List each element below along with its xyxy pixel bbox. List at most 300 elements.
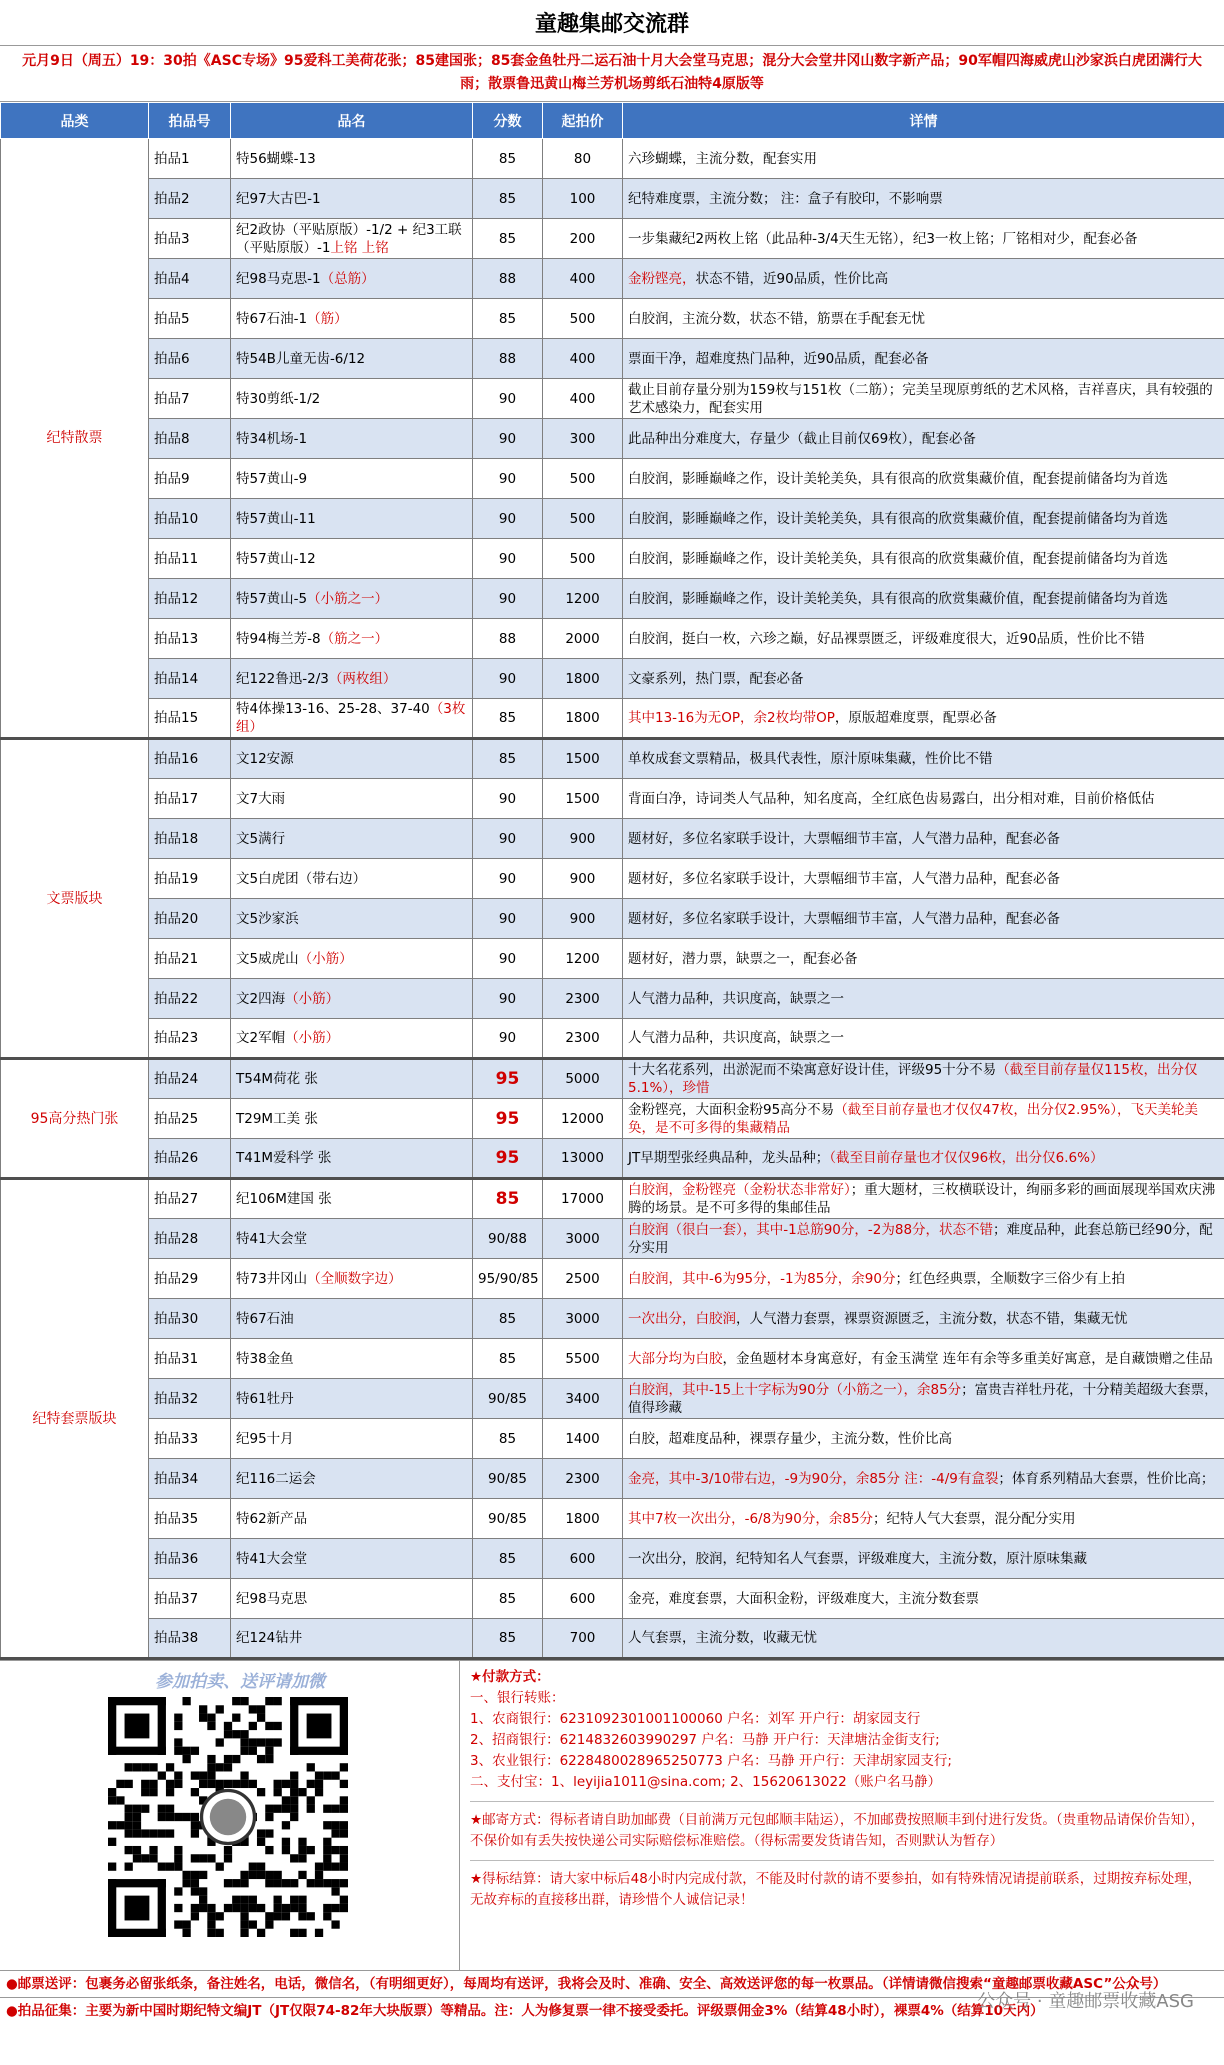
table-row xyxy=(1,1579,1224,1619)
lot-name: 特57黄山-9 xyxy=(236,470,308,487)
footer-consignment-note: ●拍品征集：主要为新中国时期纪特文编JT（JT仅限74-82年大块版票）等精品。注：人为修复票一律不接受委托。评级票佣金3%（结算48小时），裸票4%（结算10天内） xyxy=(0,1997,1224,2024)
lot-name-cell xyxy=(231,1579,473,1619)
lot-detail-cell xyxy=(623,1019,1224,1059)
lot-score: 95 xyxy=(473,1139,543,1179)
lot-number: 拍品35 xyxy=(149,1499,231,1539)
bank-account-3: 3、农业银行：6228480028965250773 户名：马静 开户行：天津胡家园支行; xyxy=(470,1753,952,1769)
lot-name-cell xyxy=(231,1379,473,1419)
lot-detail-cell xyxy=(623,1219,1224,1259)
lot-start-price: 13000 xyxy=(543,1139,623,1179)
lot-name-cell xyxy=(231,1179,473,1219)
lot-detail-cell xyxy=(623,219,1224,259)
lot-score: 85 xyxy=(473,139,543,179)
lot-name: 特41大会堂 xyxy=(236,1550,308,1567)
lot-detail: 票面干净，超难度热门品种，近90品质，配套必备 xyxy=(628,350,929,367)
lot-name: 特57黄山-5 xyxy=(236,590,308,607)
table-row xyxy=(1,819,1224,859)
lot-number: 拍品1 xyxy=(149,139,231,179)
lot-number: 拍品12 xyxy=(149,579,231,619)
lot-start-price: 2500 xyxy=(543,1259,623,1299)
lot-detail-cell xyxy=(623,539,1224,579)
lot-detail-cell xyxy=(623,379,1224,419)
table-row xyxy=(1,659,1224,699)
lot-name: 文5威虎山 xyxy=(236,950,299,967)
lot-detail-cell xyxy=(623,499,1224,539)
table-row xyxy=(1,739,1224,779)
qr-code-icon xyxy=(108,1697,348,1937)
lot-name-note: （总筋） xyxy=(320,270,375,287)
lot-number: 拍品37 xyxy=(149,1579,231,1619)
lot-detail-cell xyxy=(623,1499,1224,1539)
lot-number: 拍品22 xyxy=(149,979,231,1019)
lot-score: 90 xyxy=(473,459,543,499)
column-header: 品类 xyxy=(1,103,149,139)
lot-start-price: 3000 xyxy=(543,1219,623,1259)
lot-name-note: （两枚组） xyxy=(328,670,397,687)
lot-number: 拍品8 xyxy=(149,419,231,459)
lot-name: 特54B儿童无齿-6/12 xyxy=(236,350,366,367)
lot-name: 特56蝴蝶-13 xyxy=(236,150,316,167)
lot-name-cell xyxy=(231,1219,473,1259)
lot-detail: 纪特难度票，主流分数； 注：盒子有胶印，不影响票 xyxy=(628,190,943,207)
alipay-info: 二、支付宝：1、leyijia1011@sina.com; 2、15620613022（账户名马静） xyxy=(470,1774,942,1790)
lot-detail-cell xyxy=(623,1299,1224,1339)
table-row xyxy=(1,579,1224,619)
lot-name-cell xyxy=(231,539,473,579)
lot-number: 拍品31 xyxy=(149,1339,231,1379)
column-header: 起拍价 xyxy=(543,103,623,139)
info-section xyxy=(0,1660,1224,1970)
footer-appraisal-note: ●邮票送评：包裹务必留张纸条，备注姓名，电话，微信名，（有明细更好），每周均有送评，我将会及时、准确、安全、高效送评您的每一枚票品。（详情请微信搜索“童趣邮票收藏ASC”公众号） xyxy=(6,1976,1167,1992)
lot-number: 拍品16 xyxy=(149,739,231,779)
lot-detail: 单枚成套文票精品，极具代表性，原汁原味集藏，性价比不错 xyxy=(628,751,993,767)
lot-score: 85 xyxy=(473,1339,543,1379)
table-row xyxy=(1,979,1224,1019)
lot-detail: ；红色经典票，全顺数字三俗少有上拍 xyxy=(895,1270,1125,1287)
lot-name: 文2军帽 xyxy=(236,1030,286,1046)
lot-name-cell xyxy=(231,699,473,739)
table-row xyxy=(1,779,1224,819)
lot-detail-cell xyxy=(623,619,1224,659)
lot-detail-cell xyxy=(623,1179,1224,1219)
lot-start-price: 17000 xyxy=(543,1179,623,1219)
lot-start-price: 300 xyxy=(543,419,623,459)
table-row xyxy=(1,1619,1224,1659)
lot-score: 90 xyxy=(473,499,543,539)
lot-start-price: 600 xyxy=(543,1539,623,1579)
lot-number: 拍品15 xyxy=(149,699,231,739)
table-row xyxy=(1,1099,1224,1139)
lot-name-cell xyxy=(231,579,473,619)
lot-number: 拍品7 xyxy=(149,379,231,419)
lot-name-cell xyxy=(231,1299,473,1339)
lot-detail-cell xyxy=(623,1259,1224,1299)
lot-score: 85 xyxy=(473,1619,543,1659)
table-row xyxy=(1,1539,1224,1579)
table-row xyxy=(1,699,1224,739)
bank-title: 一、银行转账： xyxy=(470,1690,565,1706)
lot-detail-cell xyxy=(623,1099,1224,1139)
lot-score: 88 xyxy=(473,339,543,379)
table-row xyxy=(1,419,1224,459)
lot-detail-cell xyxy=(623,939,1224,979)
lot-detail-highlight: （截至目前存量仅115枚，出分仅5.1%），珍惜 xyxy=(628,1062,1198,1096)
lot-start-price: 3000 xyxy=(543,1299,623,1339)
lot-detail-cell xyxy=(623,739,1224,779)
lot-start-price: 400 xyxy=(543,379,623,419)
table-row xyxy=(1,1299,1224,1339)
lot-detail-cell xyxy=(623,699,1224,739)
lot-name-note: （3枚组） xyxy=(236,701,466,735)
lot-score: 88 xyxy=(473,259,543,299)
lot-name-cell xyxy=(231,1059,473,1099)
lot-number: 拍品19 xyxy=(149,859,231,899)
lot-name-cell xyxy=(231,939,473,979)
lot-detail: 题材好，多位名家联手设计，大票幅细节丰富，人气潜力品种，配套必备 xyxy=(628,830,1060,847)
lot-name: 特30剪纸-1/2 xyxy=(236,390,321,407)
lot-detail: ；难度品种，此套总筋已经90分，配分实用 xyxy=(628,1221,1213,1256)
lot-score: 90 xyxy=(473,899,543,939)
lot-detail-cell xyxy=(623,1419,1224,1459)
lot-detail: 题材好，潜力票，缺票之一，配套必备 xyxy=(628,950,858,967)
table-row xyxy=(1,619,1224,659)
lot-name: 纪116二运会 xyxy=(236,1470,316,1487)
lot-detail-cell xyxy=(623,1059,1224,1099)
lot-detail: 题材好，多位名家联手设计，大票幅细节丰富，人气潜力品种，配套必备 xyxy=(628,870,1060,887)
table-row xyxy=(1,1379,1224,1419)
lot-start-price: 500 xyxy=(543,539,623,579)
lot-detail-cell xyxy=(623,1139,1224,1179)
payment-info xyxy=(460,1661,1224,1970)
lot-name-cell xyxy=(231,899,473,939)
lot-name-cell xyxy=(231,659,473,699)
lot-number: 拍品14 xyxy=(149,659,231,699)
category-cell: 95高分热门张 xyxy=(1,1059,149,1179)
lot-name-cell xyxy=(231,1419,473,1459)
lot-detail-cell xyxy=(623,659,1224,699)
lot-number: 拍品13 xyxy=(149,619,231,659)
lot-start-price: 3400 xyxy=(543,1379,623,1419)
lot-number: 拍品11 xyxy=(149,539,231,579)
lot-start-price: 1800 xyxy=(543,659,623,699)
table-row xyxy=(1,379,1224,419)
lot-detail: 六珍蝴蝶，主流分数，配套实用 xyxy=(628,150,817,167)
lot-name: 文2四海 xyxy=(236,990,286,1007)
table-row xyxy=(1,1059,1224,1099)
lot-score: 90/85 xyxy=(473,1499,543,1539)
lot-name-cell xyxy=(231,1019,473,1059)
lot-score: 85 xyxy=(473,1419,543,1459)
table-row xyxy=(1,499,1224,539)
lot-start-price: 900 xyxy=(543,899,623,939)
table-row xyxy=(1,939,1224,979)
lot-detail-highlight: 其中7枚一次出分，-6/8为90分，余85分 xyxy=(628,1510,874,1527)
lot-start-price: 2300 xyxy=(543,1459,623,1499)
category-cell: 文票版块 xyxy=(1,739,149,1059)
lot-score: 95 xyxy=(473,1099,543,1139)
lot-detail-cell xyxy=(623,859,1224,899)
lot-start-price: 1800 xyxy=(543,1499,623,1539)
lot-name-cell xyxy=(231,1139,473,1179)
lot-number: 拍品3 xyxy=(149,219,231,259)
lot-detail-cell xyxy=(623,1619,1224,1659)
table-row xyxy=(1,179,1224,219)
lot-name: 特34机场-1 xyxy=(236,430,308,447)
lot-detail: 人气套票，主流分数，收藏无忧 xyxy=(628,1630,817,1646)
lot-start-price: 900 xyxy=(543,859,623,899)
lot-start-price: 80 xyxy=(543,139,623,179)
lot-detail: 十大名花系列，出淤泥而不染寓意好设计佳，评级95十分不易 xyxy=(628,1062,997,1078)
lot-start-price: 500 xyxy=(543,459,623,499)
lot-number: 拍品38 xyxy=(149,1619,231,1659)
lot-name-cell xyxy=(231,739,473,779)
lot-score: 95/90/85 xyxy=(473,1259,543,1299)
lot-detail: 白胶润，挺白一枚，六珍之巅，好品裸票匮乏，评级难度很大，近90品质，性价比不错 xyxy=(628,630,1145,647)
lot-detail-highlight: 大部分均为白胶 xyxy=(628,1350,723,1367)
lot-start-price: 500 xyxy=(543,299,623,339)
lot-detail: JT早期型张经典品种，龙头品种； xyxy=(628,1150,830,1166)
lot-name: 特67石油 xyxy=(236,1310,294,1327)
lot-start-price: 100 xyxy=(543,179,623,219)
lot-number: 拍品33 xyxy=(149,1419,231,1459)
lot-name: 特67石油-1 xyxy=(236,310,308,327)
lot-name: 纪98马克思 xyxy=(236,1590,308,1607)
lot-detail: 白胶润，影睡巅峰之作，设计美轮美奂，具有很高的欣赏集藏价值，配套提前储备均为首选 xyxy=(628,510,1168,527)
lot-detail-highlight: 其中13-16为无OP，余2枚均带OP xyxy=(628,710,835,726)
lot-start-price: 1400 xyxy=(543,1419,623,1459)
lot-name: 纪97大古巴-1 xyxy=(236,190,321,207)
lot-score: 90 xyxy=(473,659,543,699)
table-row xyxy=(1,899,1224,939)
shipping-info: ★邮寄方式：得标者请自助加邮费（目前满万元包邮顺丰陆运），不加邮费按照顺丰到付进行发货。（贵重物品请保价告知），不保价如有丢失按快递公司实际赔偿标准赔偿。（得标需要发货请告知，否则默认为暂存） xyxy=(470,1801,1214,1852)
lot-name-cell xyxy=(231,619,473,659)
lot-start-price: 1500 xyxy=(543,739,623,779)
table-row xyxy=(1,1259,1224,1299)
lot-number: 拍品24 xyxy=(149,1059,231,1099)
qr-panel xyxy=(0,1661,460,1970)
lot-score: 90 xyxy=(473,939,543,979)
lot-detail: ；纪特人气大套票，混分配分实用 xyxy=(873,1510,1076,1527)
lot-number: 拍品26 xyxy=(149,1139,231,1179)
lot-detail-cell xyxy=(623,459,1224,499)
table-row xyxy=(1,1179,1224,1219)
lot-start-price: 700 xyxy=(543,1619,623,1659)
auction-subtitle: 元月9日（周五）19：30拍《ASC专场》95爱科工美荷花张；85建国张；85套金鱼牡丹二运石油十月大会堂马克思；混分大会堂井冈山数字新产品；90军帽四海威虎山沙家浜白虎团满行大雨；散票鲁迅黄山梅兰芳机场剪纸石油特4原版等 xyxy=(0,46,1224,102)
lot-detail: 一次出分，胶润，纪特知名人气套票，评级难度大，主流分数，原汁原味集藏 xyxy=(628,1550,1087,1567)
lot-start-price: 2300 xyxy=(543,1019,623,1059)
lot-name: 文7大雨 xyxy=(236,790,286,807)
lot-detail-cell xyxy=(623,1579,1224,1619)
lot-detail-cell xyxy=(623,1459,1224,1499)
lot-name: 特94梅兰芳-8 xyxy=(236,630,321,647)
lot-detail: ，原版超难度票，配票必备 xyxy=(834,710,997,726)
lot-name: 特73井冈山 xyxy=(236,1270,308,1287)
lot-name: T54M荷花 张 xyxy=(236,1071,318,1087)
lot-name: 纪106M建国 张 xyxy=(236,1191,332,1207)
lot-name-cell xyxy=(231,1539,473,1579)
lot-number: 拍品25 xyxy=(149,1099,231,1139)
lot-start-price: 900 xyxy=(543,819,623,859)
lot-score: 90 xyxy=(473,1019,543,1059)
lot-name-cell xyxy=(231,139,473,179)
lot-number: 拍品9 xyxy=(149,459,231,499)
lot-detail: ；体育系列精品大套票，性价比高； xyxy=(998,1470,1215,1487)
lot-name: 纪95十月 xyxy=(236,1430,294,1447)
lot-name-note: （小筋） xyxy=(285,1030,340,1046)
lot-start-price: 400 xyxy=(543,339,623,379)
lot-detail: 题材好，多位名家联手设计，大票幅细节丰富，人气潜力品种，配套必备 xyxy=(628,910,1060,927)
lot-detail: ；重大题材，三枚横联设计，绚丽多彩的画面展现举国欢庆沸腾的场景。是不可多得的集邮佳品 xyxy=(628,1182,1216,1216)
lot-score: 85 xyxy=(473,1299,543,1339)
lot-number: 拍品32 xyxy=(149,1379,231,1419)
lot-score: 90 xyxy=(473,539,543,579)
settlement-info: ★得标结算：请大家中标后48小时内完成付款，不能及时付款的请不要参拍，如有特殊情况请提前联系，过期按弃标处理，无故弃标的直接移出群，请珍惜个人诚信记录！ xyxy=(470,1860,1214,1911)
lot-detail: 白胶，超难度品种，裸票存量少，主流分数，性价比高 xyxy=(628,1430,952,1447)
lot-name: 特4体操13-16、25-28、37-40 xyxy=(236,701,430,717)
column-header: 详情 xyxy=(623,103,1224,139)
lot-name-cell xyxy=(231,1259,473,1299)
lot-number: 拍品4 xyxy=(149,259,231,299)
lot-score: 90 xyxy=(473,579,543,619)
bank-account-1: 1、农商银行：6231092301001100060 户名：刘军 开户行：胡家园支行 xyxy=(470,1711,921,1727)
lot-detail: 白胶润，影睡巅峰之作，设计美轮美奂，具有很高的欣赏集藏价值，配套提前储备均为首选 xyxy=(628,590,1168,607)
lot-name-note: （全顺数字边） xyxy=(307,1270,402,1287)
lot-name-cell xyxy=(231,979,473,1019)
lot-name: 特38金鱼 xyxy=(236,1350,294,1367)
lot-name-cell xyxy=(231,1099,473,1139)
lot-number: 拍品28 xyxy=(149,1219,231,1259)
lot-detail-cell xyxy=(623,819,1224,859)
lot-score: 90 xyxy=(473,779,543,819)
lot-detail: ；富贵吉祥牡丹花，十分精美超级大套票，值得珍藏 xyxy=(628,1381,1218,1416)
lot-detail: 状态不错，近90品质，性价比高 xyxy=(695,270,889,287)
lot-number: 拍品20 xyxy=(149,899,231,939)
lot-detail-cell xyxy=(623,1379,1224,1419)
lot-start-price: 2300 xyxy=(543,979,623,1019)
lot-detail-highlight: 白胶润，金粉铿亮（金粉状态非常好） xyxy=(628,1182,851,1198)
table-body xyxy=(1,139,1224,1659)
page-title: 童趣集邮交流群 xyxy=(0,0,1224,46)
lot-name-cell xyxy=(231,1459,473,1499)
lot-detail: 人气潜力品种，共识度高，缺票之一 xyxy=(628,990,844,1007)
lot-number: 拍品5 xyxy=(149,299,231,339)
column-header: 拍品号 xyxy=(149,103,231,139)
table-row xyxy=(1,859,1224,899)
lot-start-price: 2000 xyxy=(543,619,623,659)
lot-name: 特57黄山-11 xyxy=(236,510,316,527)
lot-detail-cell xyxy=(623,1539,1224,1579)
lot-number: 拍品21 xyxy=(149,939,231,979)
lot-number: 拍品2 xyxy=(149,179,231,219)
lot-name: 文12安源 xyxy=(236,751,294,767)
lot-score: 90 xyxy=(473,859,543,899)
lot-detail: 文豪系列，热门票，配套必备 xyxy=(628,670,804,687)
lot-detail: 人气潜力品种，共识度高，缺票之一 xyxy=(628,1030,844,1046)
table-row xyxy=(1,1419,1224,1459)
lot-score: 85 xyxy=(473,739,543,779)
lot-start-price: 1200 xyxy=(543,939,623,979)
lot-name: 纪98马克思-1 xyxy=(236,270,321,287)
table-row xyxy=(1,139,1224,179)
lot-number: 拍品6 xyxy=(149,339,231,379)
lot-detail-cell xyxy=(623,779,1224,819)
lot-score: 90 xyxy=(473,979,543,1019)
lot-start-price: 5500 xyxy=(543,1339,623,1379)
lot-detail-highlight: 白胶润，其中-6为95分，-1为85分，余90分 xyxy=(628,1270,896,1287)
watermark: 公众号 · 童趣邮票收藏ASG xyxy=(977,1991,1194,2012)
lot-number: 拍品34 xyxy=(149,1459,231,1499)
lot-detail: 截止目前存量分别为159枚与151枚（二筋）；完美呈现原剪纸的艺术风格，吉祥喜庆，具有较强的艺术感染力，配套实用 xyxy=(628,381,1213,416)
lot-name-note: （筋之一） xyxy=(320,630,389,647)
lot-name-cell xyxy=(231,379,473,419)
lot-detail: 此品种出分难度大，存量少（截止目前仅69枚），配套必备 xyxy=(628,430,976,447)
table-row xyxy=(1,1019,1224,1059)
table-row xyxy=(1,1139,1224,1179)
lot-name: 特62新产品 xyxy=(236,1510,308,1527)
lot-name: T41M爱科学 张 xyxy=(236,1150,332,1166)
lot-name-cell xyxy=(231,1499,473,1539)
lot-score: 85 xyxy=(473,1539,543,1579)
lot-detail-cell xyxy=(623,899,1224,939)
lot-number: 拍品17 xyxy=(149,779,231,819)
table-row xyxy=(1,339,1224,379)
lot-number: 拍品18 xyxy=(149,819,231,859)
lot-score: 95 xyxy=(473,1059,543,1099)
lot-start-price: 200 xyxy=(543,219,623,259)
table-row xyxy=(1,459,1224,499)
lot-score: 85 xyxy=(473,1579,543,1619)
lot-detail: 背面白净，诗词类人气品种，知名度高，全红底色齿易露白，出分相对难，目前价格低估 xyxy=(628,790,1155,807)
lot-score: 88 xyxy=(473,619,543,659)
lot-name-cell xyxy=(231,779,473,819)
lot-score: 90 xyxy=(473,419,543,459)
table-row xyxy=(1,1459,1224,1499)
lot-number: 拍品29 xyxy=(149,1259,231,1299)
table-row xyxy=(1,1499,1224,1539)
lot-name: 纪124钻井 xyxy=(236,1630,303,1646)
lot-score: 85 xyxy=(473,219,543,259)
lot-score: 85 xyxy=(473,299,543,339)
lot-start-price: 1500 xyxy=(543,779,623,819)
lot-detail-highlight: 白胶润，其中-15上十字标为90分（小筋之一），余85分 xyxy=(628,1381,962,1398)
lot-detail-cell xyxy=(623,339,1224,379)
lot-score: 90/88 xyxy=(473,1219,543,1259)
lot-name-cell xyxy=(231,299,473,339)
lot-detail-highlight: （截至目前存量也才仅仅96枚，出分仅6.6%） xyxy=(829,1150,1104,1166)
table-row xyxy=(1,1339,1224,1379)
lot-name-note: （小筋） xyxy=(298,950,353,967)
column-header: 品名 xyxy=(231,103,473,139)
lot-score: 90/85 xyxy=(473,1459,543,1499)
lot-detail-cell xyxy=(623,1339,1224,1379)
lot-number: 拍品10 xyxy=(149,499,231,539)
lot-detail: ，金鱼题材本身寓意好，有金玉满堂 连年有余等多重美好寓意，是自藏馈赠之佳品 xyxy=(722,1350,1213,1367)
lot-detail-cell xyxy=(623,299,1224,339)
lot-score: 90/85 xyxy=(473,1379,543,1419)
lot-start-price: 12000 xyxy=(543,1099,623,1139)
lot-detail-cell xyxy=(623,259,1224,299)
lot-score: 90 xyxy=(473,819,543,859)
lot-detail: 金亮，难度套票，大面积金粉，评级难度大，主流分数套票 xyxy=(628,1590,979,1607)
lot-name: 文5沙家浜 xyxy=(236,910,299,927)
lot-name-note: （小筋） xyxy=(285,990,340,1007)
lot-name: 纪2政协（平贴原版）-1/2 + 纪3工联（平贴原版）-1 xyxy=(236,221,462,256)
lot-name-note: （小筋之一） xyxy=(307,590,389,607)
lot-detail-cell xyxy=(623,179,1224,219)
lot-name-cell xyxy=(231,179,473,219)
lot-name: 特57黄山-12 xyxy=(236,550,316,567)
lot-name-note: （筋） xyxy=(307,310,348,327)
